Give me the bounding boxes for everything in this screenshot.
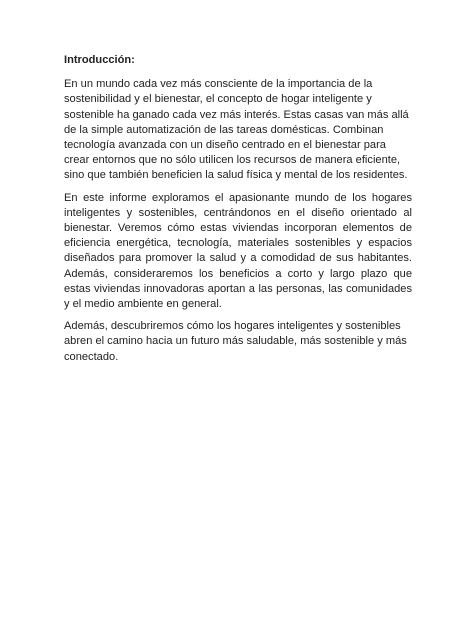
section-heading: Introducción: — [64, 54, 135, 66]
paragraph-1: En un mundo cada vez más consciente de la importancia de la sostenibilidad y el bienestar, el concepto de hogar inteligente y sostenible ha ganado cada vez más interés. Estas casas van más allá de la simple automatización de las tareas domésticas. Combinan tecnología avanzada con un diseño centrado en el bienestar para crear entornos que no sólo utilicen los recursos de manera eficiente, sino que también beneficien la salud física y mental de los residentes. — [64, 78, 409, 182]
paragraph-2: En este informe exploramos el apasionante mundo de los hogares inteligentes y sostenibles, centrándonos en el diseño orientado al bienestar. Veremos cómo estas viviendas incorporan elementos de eficiencia energética, tecnología, materiales sostenibles y espacios diseñados para promover la salud y a comodidad de sus habitantes. Además, consideraremos los beneficios a corto y largo plazo que estas viviendas innovadoras aportan a las personas, las comunidades y el medio ambiente en general. — [64, 191, 412, 311]
document-body — [64, 53, 412, 372]
paragraph-3: Además, descubriremos cómo los hogares inteligentes y sostenibles abren el camino hacia un futuro más saludable, más sostenible y más conectado. — [64, 320, 407, 363]
